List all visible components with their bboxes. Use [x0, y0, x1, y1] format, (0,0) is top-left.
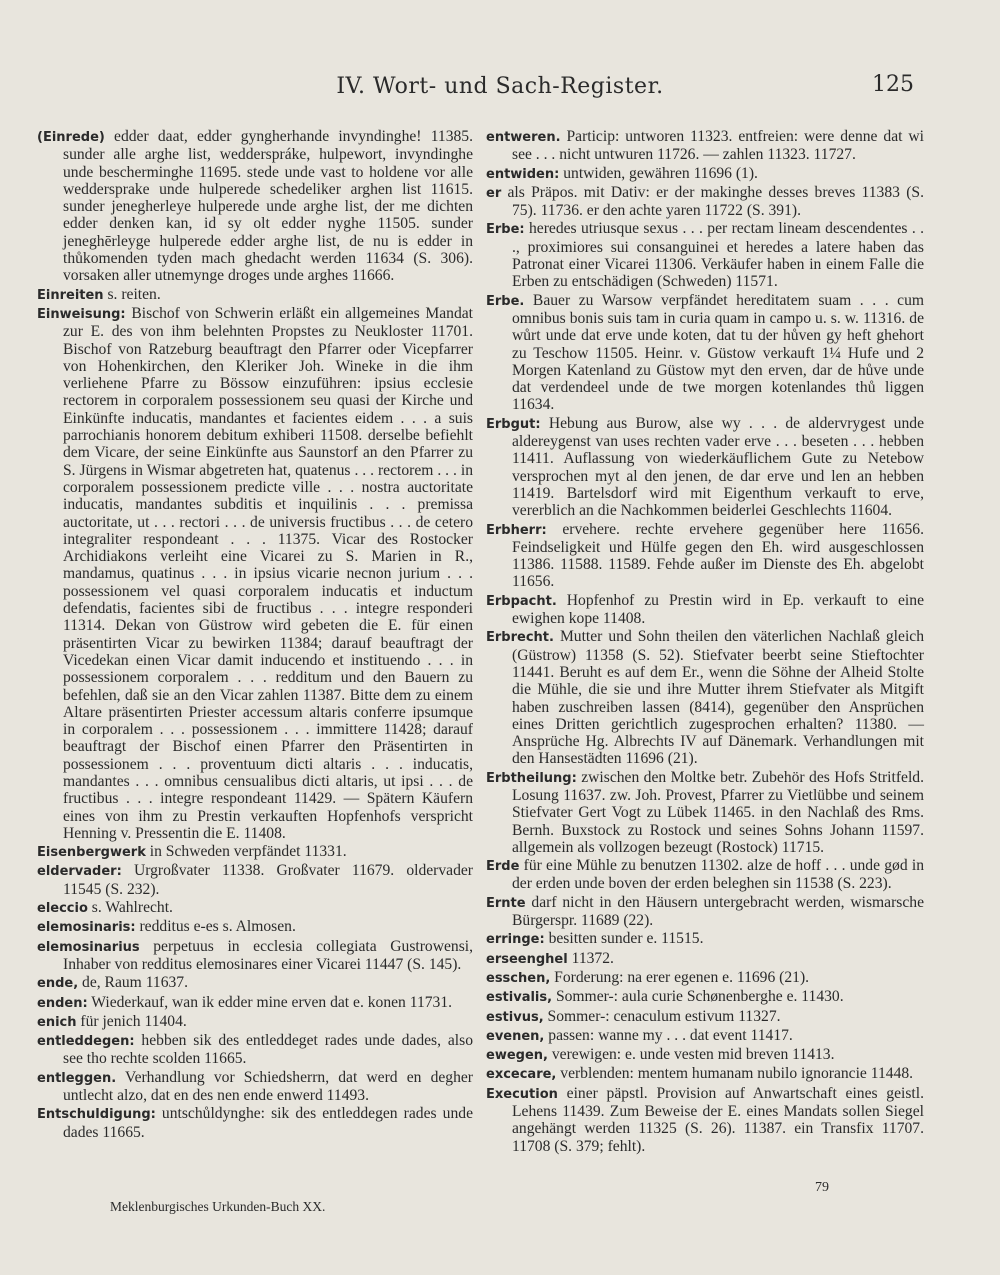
- index-entry: [486, 969, 924, 987]
- index-entry: [486, 857, 924, 893]
- entry-text: Bischof von Schwerin erläßt ein allgemeines Mandat zur E. des von ihm belehnten Propstes zu Neukloster 11701. Bischof von Ratzeburg beauftragt den Pfarrer oder Vicepfarrer von Hohenkirchen, den Kleriker Joh. Wineke in die ihm verliehene Pfarre zu Bössow einzuführen: ipsius ecclesie rectorem in corporalem possessionem seu quasi der Kirche und Einkünfte inducatis, mandantes et facientes eidem . . . a suis parrochianis honorem debitum exhiberi 11508. derselbe befiehlt dem Vicare, der seine Einkünfte aus Saunstorf an den Pfarrer zu S. Jürgens in Wismar abgetreten hat, quatenus . . . rectorem . . . in corporalem possessionem predicte ville . . . nostra auctoritate inducatis, mandantes subditis et inquilinis . . . premissa auctoritate, ut . . . rectori . . . de universis fructibus . . . de cetero integraliter respondeant . . . 11375. Vicar des Rostocker Archidiakons verleiht eine Vicarei zu S. Marien in R., mandamus, quatinus . . . in ipsius vicarie necnon jurium . . . possessionem vel quasi corporalem inducatis et inductum defendatis, facientes sibi de fructibus . . . integre responderi 11314. Dekan von Güstrow wird gebeten die E. für einen präsentirten Vicar zu bewirken 11384; darauf beauftragt der Vicedekan einen Vicar damit inducendo et instituendo . . . in possessionem corporalem . . . redditum und den Bauern zu befehlen, daß sie an den Vicar zahlen 11387. Bitte dem zu einem Altare präsentirten Priester accessum altaris conferre ipsumque in corporalem . . . possessionem . . . immittere 11428; darauf beauftragt der Bischof einen Pfarrer den Präsentirten in possessionem . . . proventuum dicti altaris . . . inducatis, mandantes . . . omnibus censualibus dicti altaris, ut ipsi . . . de fructibus . . . integre respondeant 11429. — Spätern Käufern eines von ihm zu Prestin verkauften Hopfenhofs verspricht Henning v. Pressentin die E. 11408.: [63, 304, 473, 842]
- index-entry: [37, 286, 473, 304]
- index-entry: [37, 1105, 473, 1141]
- entry-text: de, Raum 11637.: [78, 974, 189, 992]
- entry-lemma: Erbe:: [486, 222, 525, 238]
- entry-text: Sommer-: cenaculum estivum 11327.: [543, 1007, 781, 1025]
- entry-text: als Präpos. mit Dativ: er der makinghe desses breves 11383 (S. 75). 11736. er den achte yaren 11722 (S. 391).: [501, 183, 924, 220]
- entry-text: Wiederkauf, wan ik edder mine erven dat e. konen 11731.: [87, 993, 453, 1011]
- entry-text: Forderung: na erer egenen e. 11696 (21).: [550, 968, 810, 986]
- entry-text: zwischen den Moltke betr. Zubehör des Hofs Stritfeld. Losung 11637. zw. Joh. Provest, Pfarrer zu Vietlübbe und seinem Stiefvater Gert Vogt zu Lübek 11465. in den Nachlaß des Rms. Bernh. Buxstock zu Rostock und seines Sohns Johann 11597. allgemein als vollzogen bezeugt (Rostock) 11715.: [512, 768, 924, 856]
- entry-text: verblenden: mentem humanam nubilo ignorancie 11448.: [556, 1065, 914, 1083]
- index-entry: [486, 1065, 924, 1083]
- entry-text: Particip: untworen 11323. entfreien: were denne dat wi see . . . nicht untwuren 11726. — zahlen 11323. 11727.: [512, 128, 924, 164]
- index-entry: [486, 894, 924, 930]
- entry-text: Hebung aus Burow, alse wy . . . de aldervrygest unde aldereygenst van uses rechten vader erve . . . beseten . . . hebben 11411. Auflassung von wiederkäuflichem Gute zu Netebow versprochen myt al den jenen, de dar erve und len an hebben 11419. Bartelsdorf wird mit Eigenthum verkauft to erve, vererblich an die Nachkommen beiderlei Geschlechts 11604.: [512, 414, 924, 520]
- entry-lemma: entweren.: [486, 130, 561, 145]
- entry-text: Sommer-: aula curie Schønenberghe e. 11430.: [552, 988, 844, 1006]
- index-entry: [37, 862, 473, 898]
- entry-lemma: excecare,: [486, 1067, 557, 1083]
- index-entry: [486, 128, 924, 164]
- index-entry: [37, 1032, 473, 1068]
- entry-text: Mutter und Sohn theilen den väterlichen Nachlaß gleich (Güstrow) 11358 (S. 52). Stiefvater beerbt seine Stieftochter 11441. Beruht es auf dem Er., wenn die Söhne der Alheid Stolte die Mühle, die sie und ihre Mutter ihrem Stiefvater als Mitgift haben zuschreiben lassen (8414), gegenüber den Ansprüchen eines Dritten gerichtlich zugesprochen erhalten? 11380. — Ansprüche Hg. Albrechts IV auf Dänemark. Verhandlungen mit den Hansestädten 11696 (21).: [512, 628, 924, 768]
- entry-lemma: Entschuldigung:: [37, 1107, 156, 1123]
- index-entry: [486, 1046, 924, 1064]
- index-entry: [37, 994, 473, 1012]
- entry-text: verewigen: e. unde vesten mid breven 11413.: [547, 1046, 835, 1064]
- index-entry: [37, 974, 473, 992]
- entry-text: 11372.: [567, 949, 614, 967]
- index-entry: [486, 292, 924, 414]
- entry-lemma: enden:: [37, 995, 88, 1011]
- index-entry: [486, 1008, 924, 1026]
- entry-lemma: Erbherr:: [486, 522, 547, 538]
- entry-text: Bauer zu Warsow verpfändet hereditatem suam . . . cum omnibus bonis suis tam in curia quam in campo u. s. w. 11316. de wůrt unde dat erve unde koten, dat tu der hůven gy heft ghehort zu Teschow 11505. Heinr. v. Güstow verkauft 1¼ Hufe und 2 Morgen Katenland zu Güstow myt den erven, dar de hůve unde dat verdendeel unde de twe morgen kotenlandes thů liggen 11634.: [512, 291, 924, 414]
- index-entry: [486, 220, 924, 290]
- footer-signature-number: 79: [815, 1180, 829, 1195]
- entry-lemma: Erbe.: [486, 293, 525, 309]
- index-entry: [486, 1027, 924, 1045]
- index-entry: [486, 1085, 924, 1155]
- index-entry: [37, 899, 473, 917]
- page-number: 125: [872, 72, 914, 97]
- entry-text: Hopfenhof zu Prestin wird in Ep. verkauft to eine ewighen kope 11408.: [512, 591, 924, 628]
- index-entry: [37, 128, 473, 285]
- right-column: [486, 128, 924, 1156]
- entry-lemma: er: [486, 185, 502, 201]
- entry-lemma: elemosinaris:: [37, 920, 136, 936]
- entry-lemma: Erbgut:: [486, 416, 541, 432]
- entry-lemma: Einreiten: [37, 287, 104, 303]
- index-entry: [486, 930, 924, 948]
- index-entry: [486, 628, 924, 767]
- entry-lemma: Eisenbergwerk: [37, 845, 146, 861]
- entry-text: in Schweden verpfändet 11331.: [145, 843, 347, 861]
- index-entry: [37, 1069, 473, 1105]
- entry-text: heredes utriusque sexus . . . per rectam lineam descendentes . . ., proximiores sui consanguinei et heredes a latere haben das Patronat einer Vicarei 11306. Verkäufer haben in einem Falle die Erben zu entschädigen (Schweden) 11571.: [512, 220, 924, 291]
- entry-lemma: Ernte: [486, 895, 526, 911]
- entry-lemma: entleddegen:: [37, 1034, 135, 1050]
- entry-lemma: (Einrede): [37, 130, 105, 145]
- entry-text: redditus e-es s. Almosen.: [135, 918, 296, 936]
- entry-lemma: Erbtheilung:: [486, 770, 577, 786]
- index-entry: [486, 988, 924, 1006]
- entry-lemma: Erbpacht.: [486, 593, 557, 609]
- index-entry: [37, 305, 473, 842]
- footer-series-title: Meklenburgisches Urkunden-Buch XX.: [110, 1199, 326, 1214]
- entry-text: s. reiten.: [103, 285, 161, 303]
- index-entry: [486, 165, 924, 183]
- entry-lemma: entleggen.: [37, 1070, 117, 1086]
- index-entry: [37, 1013, 473, 1031]
- entry-text: perpetuus in ecclesia collegiata Gustrowensi, Inhaber von redditus elemosinares einer Vicarei 11447 (S. 145).: [63, 937, 473, 973]
- entry-text: hebben sik des entleddeget rades unde dades, also see tho rechte scolden 11665.: [63, 1032, 473, 1068]
- entry-lemma: estivalis,: [486, 990, 553, 1006]
- index-entry: [486, 415, 924, 520]
- entry-text: passen: wanne my . . . dat event 11417.: [544, 1026, 793, 1044]
- entry-lemma: ende,: [37, 976, 79, 992]
- entry-text: einer päpstl. Provision auf Anwartschaft eines geistl. Lehens 11439. Zum Beweise der E. eines Mandats sollen Siegel angehängt werden 11325 (S. 26). 11387. ein Transfix 11707. 11708 (S. 379; fehlt).: [512, 1084, 924, 1155]
- entry-lemma: Erde: [486, 859, 520, 875]
- entry-text: edder daat, edder gyngherhande invyndinghe! 11385. sunder alle arghe list, wedderspráke, hulpewort, invyndinghe unde bescherminghe 11695. stede unde vast to holdene vor alle weddersprake unde hulperede schedeliker arghen list 11615. sunder jenegherleye hulperede unde arghe list, der me dichten edder denken kan, id sy olt edder nyghe 11505. sunder jeneghērleyge hulperede edder arghe list, de nu is edder in thůkomenden tyden mach ghedacht werden 11634 (S. 306). vorsaken aller utnemynge droges unde arghes 11666.: [63, 128, 473, 285]
- entry-lemma: enich: [37, 1014, 77, 1030]
- entry-lemma: ewegen,: [486, 1048, 548, 1064]
- entry-lemma: evenen,: [486, 1028, 545, 1044]
- entry-text: untschůldynghe: sik des entleddegen rades unde dades 11665.: [63, 1105, 473, 1141]
- entry-lemma: erseenghel: [486, 951, 568, 967]
- entry-text: Verhandlung vor Schiedsherrn, dat werd en degher untlecht alzo, dat en des nen ende enwerd 11493.: [63, 1068, 473, 1105]
- entry-lemma: Execution: [486, 1086, 558, 1102]
- entry-lemma: erringe:: [486, 932, 545, 948]
- index-entry: [486, 769, 924, 856]
- entry-text: besitten sunder e. 11515.: [544, 930, 704, 948]
- entry-text: Urgroßvater 11338. Großvater 11679. oldervader 11545 (S. 232).: [63, 862, 473, 898]
- index-entry: [37, 918, 473, 936]
- index-entry: [486, 950, 924, 968]
- index-entry: [486, 592, 924, 628]
- entry-lemma: eldervader:: [37, 864, 122, 880]
- entry-text: untwiden, gewähren 11696 (1).: [559, 164, 758, 182]
- entry-text: s. Wahlrecht.: [87, 899, 173, 917]
- index-entry: [486, 184, 924, 220]
- entry-text: darf nicht in den Häusern untergebracht werden, wismarsche Bürgerspr. 11689 (22).: [512, 893, 924, 930]
- entry-lemma: Einweisung:: [37, 306, 126, 322]
- index-entry: [37, 843, 473, 861]
- entry-lemma: esschen,: [486, 970, 551, 986]
- entry-text: ervehere. rechte ervehere gegenüber here 11656. Feindseligkeit und Hülfe gegen den Eh. wird ausgeschlossen 11386. 11588. 11589. Fehde außer im Dienste des Eh. abgelobt 11656.: [512, 520, 924, 591]
- entry-lemma: entwiden:: [486, 166, 560, 182]
- page-title: IV. Wort- und Sach-Register.: [336, 74, 664, 99]
- index-entry: [37, 938, 473, 974]
- entry-lemma: eleccio: [37, 901, 88, 917]
- entry-lemma: Erbrecht.: [486, 630, 554, 646]
- index-entry: [486, 521, 924, 591]
- left-column: [37, 128, 473, 1142]
- entry-text: für jenich 11404.: [76, 1012, 187, 1030]
- entry-lemma: elemosinarius: [37, 939, 140, 955]
- entry-lemma: estivus,: [486, 1009, 544, 1025]
- entry-text: für eine Mühle zu benutzen 11302. alze de hoff . . . unde gød in der erden unde boven der erden beleghen sin 11538 (S. 223).: [512, 857, 924, 893]
